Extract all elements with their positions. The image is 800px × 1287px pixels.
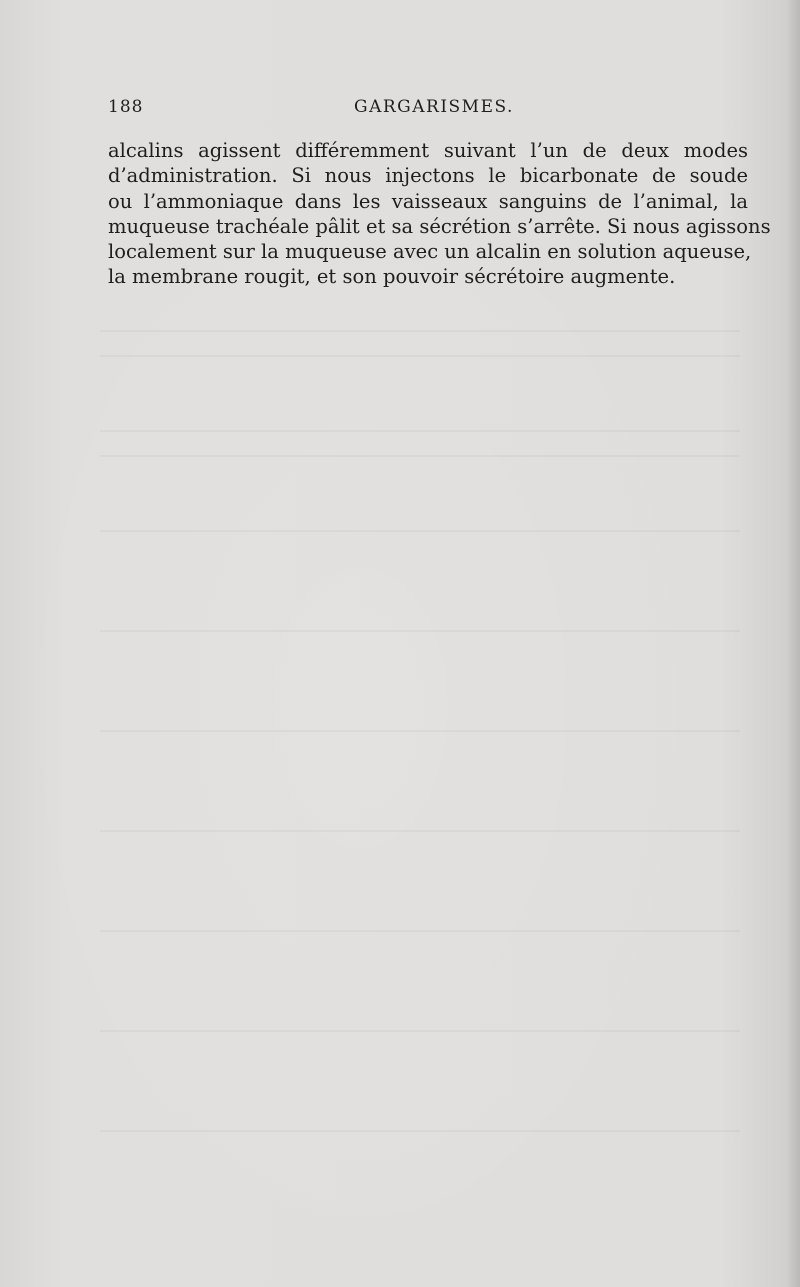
running-title: GARGARISMES. bbox=[354, 97, 514, 117]
text-line: alcalins agissent différemment suivant l’un de deux modes bbox=[108, 139, 748, 162]
bleed-through-line bbox=[100, 430, 740, 432]
bleed-through-line bbox=[100, 1030, 740, 1032]
bleed-through-line bbox=[100, 730, 740, 732]
text-line: muqueuse trachéale pâlit et sa sécrétion s’arrête. Si nous agissons bbox=[108, 214, 771, 238]
text-line: localement sur la muqueuse avec un alcalin en solution aqueuse, bbox=[108, 240, 752, 264]
page-edge-shadow bbox=[786, 0, 800, 1287]
text-line: la membrane rougit, et son pouvoir sécrétoire augmente. bbox=[108, 265, 676, 289]
bleed-through-line bbox=[100, 530, 740, 532]
bleed-through-line bbox=[100, 630, 740, 632]
bleed-through-line bbox=[100, 1130, 740, 1132]
page-number: 188 bbox=[108, 97, 144, 117]
text-line: d’administration. Si nous injectons le bicarbonate de soude bbox=[108, 164, 748, 188]
text-line: ou l’ammoniaque dans les vaisseaux sanguins de l’animal, la bbox=[108, 189, 748, 213]
bleed-through-line bbox=[100, 930, 740, 932]
bleed-through-line bbox=[100, 330, 740, 332]
page-header bbox=[108, 97, 748, 121]
bleed-through-line bbox=[100, 455, 740, 457]
bleed-through-line bbox=[100, 830, 740, 832]
bleed-through-line bbox=[100, 355, 740, 357]
body-paragraph bbox=[108, 138, 771, 290]
